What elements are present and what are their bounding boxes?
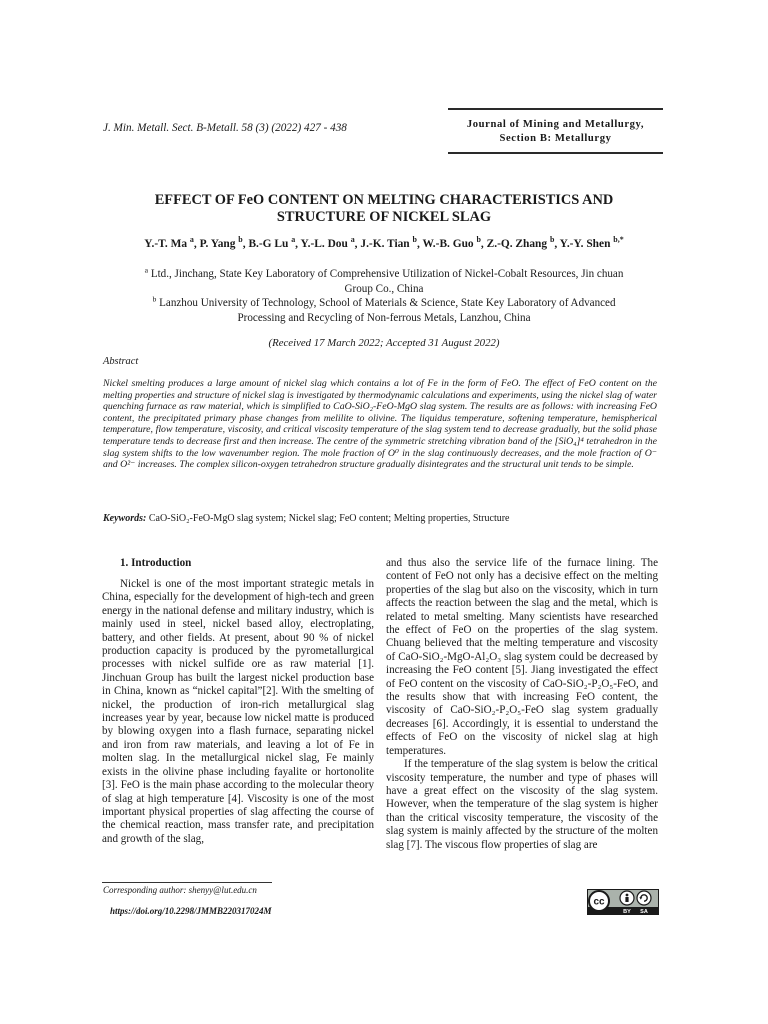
- footnote-rule: [102, 882, 272, 883]
- author-separator: ,: [354, 238, 361, 250]
- affiliation-a-line2: Group Co., China: [344, 282, 424, 295]
- author-name: P. Yang: [199, 238, 236, 250]
- title-line2: STRUCTURE OF NICKEL SLAG: [276, 209, 492, 225]
- author-name: Y.-T. Ma: [144, 238, 188, 250]
- doi-link[interactable]: https://doi.org/10.2298/JMMB220317024M: [110, 906, 272, 916]
- abstract-heading: Abstract: [103, 356, 139, 367]
- journal-name-line2: Section B: Metallurgy: [499, 133, 612, 144]
- affiliation-a-text1: Ltd., Jinchang, State Key Laboratory of Comprehensive Utilization of Nickel-Cobalt Resources, Jin chuan: [150, 268, 624, 280]
- affiliation-a: [100, 267, 668, 296]
- author-affiliation-mark: a: [189, 235, 194, 245]
- author-name: B.-G Lu: [248, 238, 289, 250]
- keywords-label: Keywords:: [103, 513, 147, 524]
- by-label: BY: [623, 909, 631, 915]
- author-affiliation-mark: b: [549, 235, 555, 245]
- by-icon: [620, 891, 634, 905]
- title-line1: EFFECT OF FeO CONTENT ON MELTING CHARACTERISTICS AND: [154, 192, 614, 208]
- affiliation-b-line1: [100, 296, 668, 311]
- cc-text: cc: [593, 896, 605, 908]
- keywords: [103, 513, 663, 524]
- cc-license-graphic: [587, 889, 659, 915]
- journal-name-box: [448, 108, 663, 154]
- author-separator: ,: [416, 238, 423, 250]
- author-affiliation-mark: b: [412, 235, 417, 245]
- author-name: J.-K. Tian: [360, 238, 410, 250]
- abstract-body: Nickel smelting produces a large amount of nickel slag which contains a lot of Fe in the form of FeO. The effect of FeO content on the melting properties and structure of nickel slag is investigated by thermodynamic calculations and experiments, using the nickel slag of water quenching furnace as raw material, which is simplified to CaO-SiO₂-FeO-MgO slag system. The results are as follows: with increasing FeO content, the precipitated primary phase changes from melilite to olivine. The liquidus temperature, softening temperature, hemispherical temperature, flow temperature, viscosity, and critical viscosity temperature of the slag system tend to decrease gradually, but the solid phase temperature tends to decrease first and then increase. The centre of the symmetric stretching vibration band of the [SiO₄]⁴ tetrahedron in the slag system shifts to the low wavenumber region. The mole fraction of O⁰ in the slag continuously decreases, and the mole fraction of O⁻ and O²⁻ increases. The complex silicon-oxygen tetrahedron structure gradually disintegrates and the structural unit tends to be simple.: [103, 378, 657, 471]
- affiliation-b: [100, 296, 668, 325]
- right-paragraph-1: and thus also the service life of the furnace lining. The content of FeO not only has a decisive effect on the melting properties of the slag but also on the viscosity, which in turn affects the reaction between the slag and the metal, which is related to metal smelting. Many scientists have researched the effect of FeO on the properties of the slag system. Chuang believed that the melting temperature and viscosity of CaO-SiO₂-MgO-Al₂O₃ slag system could be decreased by increasing the FeO content [5]. Jiang investigated the effect of FeO content on the viscosity of CaO-SiO₂-P₂O₅-FeO, and the results show that with increasing FeO content, the viscosity of CaO-SiO₂-P₂O₅-FeO slag system gradually decreases [6]. Accordingly, it is essential to understand the effects of FeO on the viscosity of nickel slag at high temperatures.: [386, 557, 658, 757]
- author-name: Y.-Y. Shen: [559, 238, 611, 250]
- left-paragraph-1: Nickel is one of the most important strategic metals in China, especially for the development of high-tech and green energy in the national defense and military industry, which is mainly used in steel, nickel based alloy, electroplating, battery, and other fields. At present, about 90 % of nickel production capacity is produced by the pyrometallurgical processes with nickel sulfide ore as raw material [1]. Jinchuan Group has built the largest nickel production base in China, known as “nickel capital”[2]. With the smelting of nickel, the production of iron-rich metallurgical slag increases year by year, because low nickel matte is produced by blowing oxygen into a flash furnace, separating nickel and iron from raw materials, and leaving a lot of Fe in molten slag. In the metallurgical nickel slag, Fe mainly exists in the olivine phase including fayalite or hortonolite [3]. FeO is the main phase according to the molecular theory of slag at high temperature [4]. Viscosity is one of the most important physical properties of slag affecting the course of the chemical reaction, mass transfer rate, and precipitation and growth of the slag,: [102, 578, 374, 845]
- author-separator: ,: [480, 238, 487, 250]
- cc-icon: [589, 891, 609, 911]
- author-separator: ,: [193, 238, 200, 250]
- author-name: W.-B. Guo: [422, 238, 474, 250]
- paper-title: [100, 192, 668, 226]
- keywords-text: CaO-SiO₂-FeO-MgO slag system; Nickel slag; FeO content; Melting properties, Structure: [148, 513, 510, 524]
- author-affiliation-mark: b,*: [613, 235, 624, 245]
- author-list: [100, 235, 668, 250]
- affiliation-b-line2: Processing and Recycling of Non-ferrous Metals, Lanzhou, China: [237, 311, 531, 324]
- received-dates: (Received 17 March 2022; Accepted 31 August 2022): [268, 337, 500, 349]
- author-affiliation-mark: a: [350, 235, 355, 245]
- affiliation-a-line1: [100, 267, 668, 282]
- sa-icon: [637, 891, 651, 905]
- author-affiliation-mark: b: [476, 235, 481, 245]
- author-affiliation-mark: b: [238, 235, 243, 245]
- author-separator: ,: [242, 238, 249, 250]
- author-separator: ,: [295, 238, 301, 250]
- journal-name-line1: Journal of Mining and Metallurgy,: [466, 119, 645, 130]
- journal-citation: J. Min. Metall. Sect. B-Metall. 58 (3) (2022) 427 - 438: [103, 122, 347, 134]
- affiliation-b-text1: Lanzhou University of Technology, School of Materials & Science, State Key Laboratory of Advanced: [159, 297, 616, 309]
- author-name: Y.-L. Dou: [300, 238, 348, 250]
- author-name: Z.-Q. Zhang: [486, 238, 548, 250]
- right-paragraph-2: If the temperature of the slag system is below the critical viscosity temperature, the number and type of phases will have a great effect on the viscosity of the slag system. However, when the temperature of the slag system is higher than the critical viscosity temperature, the viscosity of the slag system is mainly affected by the structure of the molten slag [7]. The viscous flow properties of slag are: [386, 758, 658, 851]
- corresponding-author-footnote: Corresponding author: shenyy@lut.edu.cn: [103, 885, 257, 895]
- body-column-right: [386, 557, 658, 852]
- author-separator: ,: [554, 238, 560, 250]
- affiliation-a-mark: a: [144, 265, 149, 275]
- author-affiliation-mark: a: [291, 235, 296, 245]
- section-heading-introduction: 1. Introduction: [120, 557, 192, 569]
- affiliation-b-mark: b: [152, 294, 157, 304]
- cc-license-badge[interactable]: [587, 889, 659, 920]
- body-column-left: [102, 578, 374, 846]
- sa-label: SA: [640, 909, 648, 915]
